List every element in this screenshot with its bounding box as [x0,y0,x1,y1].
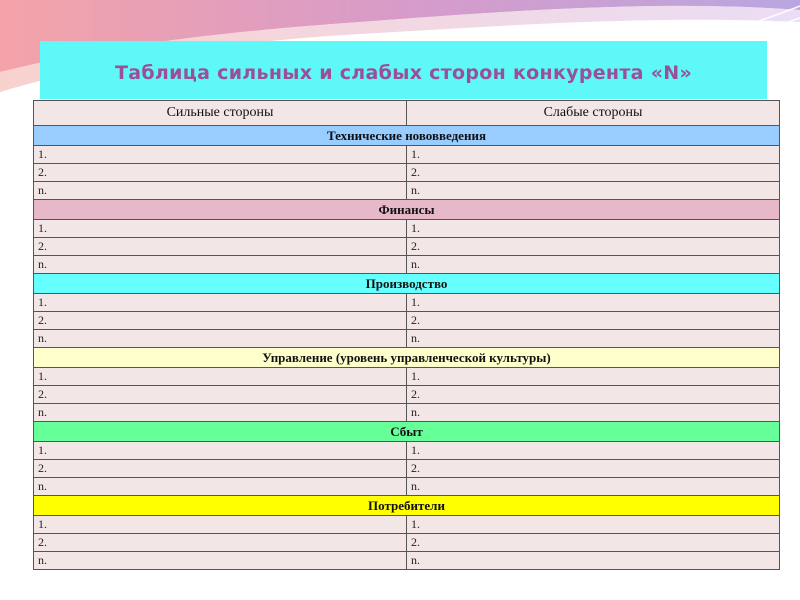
strength-cell[interactable]: 2. [34,460,407,478]
strength-cell[interactable]: n. [34,330,407,348]
strength-cell[interactable]: 1. [34,516,407,534]
section-row [34,126,780,146]
weakness-cell[interactable]: n. [407,404,780,422]
weakness-cell[interactable]: n. [407,478,780,496]
weakness-cell[interactable]: 1. [407,294,780,312]
strength-cell[interactable]: n. [34,256,407,274]
table-row [34,552,780,570]
column-header-weaknesses: Слабые стороны [407,101,780,126]
table-row [34,478,780,496]
table-row [34,534,780,552]
table-row [34,368,780,386]
weakness-cell[interactable]: 1. [407,442,780,460]
swot-table [33,100,780,570]
table-row [34,516,780,534]
table-row [34,404,780,422]
weakness-cell[interactable]: n. [407,182,780,200]
table-row [34,256,780,274]
weakness-cell[interactable]: n. [407,330,780,348]
table-row [34,386,780,404]
section-row [34,422,780,442]
strength-cell[interactable]: 1. [34,442,407,460]
section-title: Управление (уровень управленческой культуры) [34,348,780,368]
weakness-cell[interactable]: 1. [407,368,780,386]
strength-cell[interactable]: 1. [34,220,407,238]
title-banner [40,41,767,99]
strength-cell[interactable]: 2. [34,534,407,552]
strength-cell[interactable]: n. [34,404,407,422]
strength-cell[interactable]: 1. [34,368,407,386]
section-title: Финансы [34,200,780,220]
weakness-cell[interactable]: n. [407,256,780,274]
weakness-cell[interactable]: 2. [407,534,780,552]
header-row [34,101,780,126]
weakness-cell[interactable]: n. [407,552,780,570]
strength-cell[interactable]: n. [34,552,407,570]
strength-cell[interactable]: 1. [34,146,407,164]
table-row [34,164,780,182]
weakness-cell[interactable]: 1. [407,220,780,238]
table-row [34,460,780,478]
table-row [34,294,780,312]
table-row [34,220,780,238]
section-title: Сбыт [34,422,780,442]
section-row [34,274,780,294]
table-row [34,182,780,200]
strength-cell[interactable]: 1. [34,294,407,312]
strength-cell[interactable]: n. [34,478,407,496]
table-row [34,146,780,164]
section-row [34,200,780,220]
section-title: Производство [34,274,780,294]
section-title: Потребители [34,496,780,516]
weakness-cell[interactable]: 2. [407,386,780,404]
strength-cell[interactable]: 2. [34,164,407,182]
weakness-cell[interactable]: 2. [407,460,780,478]
weakness-cell[interactable]: 1. [407,516,780,534]
section-title: Технические нововведения [34,126,780,146]
table-row [34,442,780,460]
strength-cell[interactable]: 2. [34,238,407,256]
section-row [34,348,780,368]
table-row [34,312,780,330]
strength-cell[interactable]: 2. [34,312,407,330]
weakness-cell[interactable]: 1. [407,146,780,164]
strength-cell[interactable]: n. [34,182,407,200]
section-row [34,496,780,516]
weakness-cell[interactable]: 2. [407,312,780,330]
strength-cell[interactable]: 2. [34,386,407,404]
weakness-cell[interactable]: 2. [407,238,780,256]
slide-title: Таблица сильных и слабых сторон конкурента «N» [114,62,693,84]
weakness-cell[interactable]: 2. [407,164,780,182]
column-header-strengths: Сильные стороны [34,101,407,126]
table-row [34,330,780,348]
table-row [34,238,780,256]
